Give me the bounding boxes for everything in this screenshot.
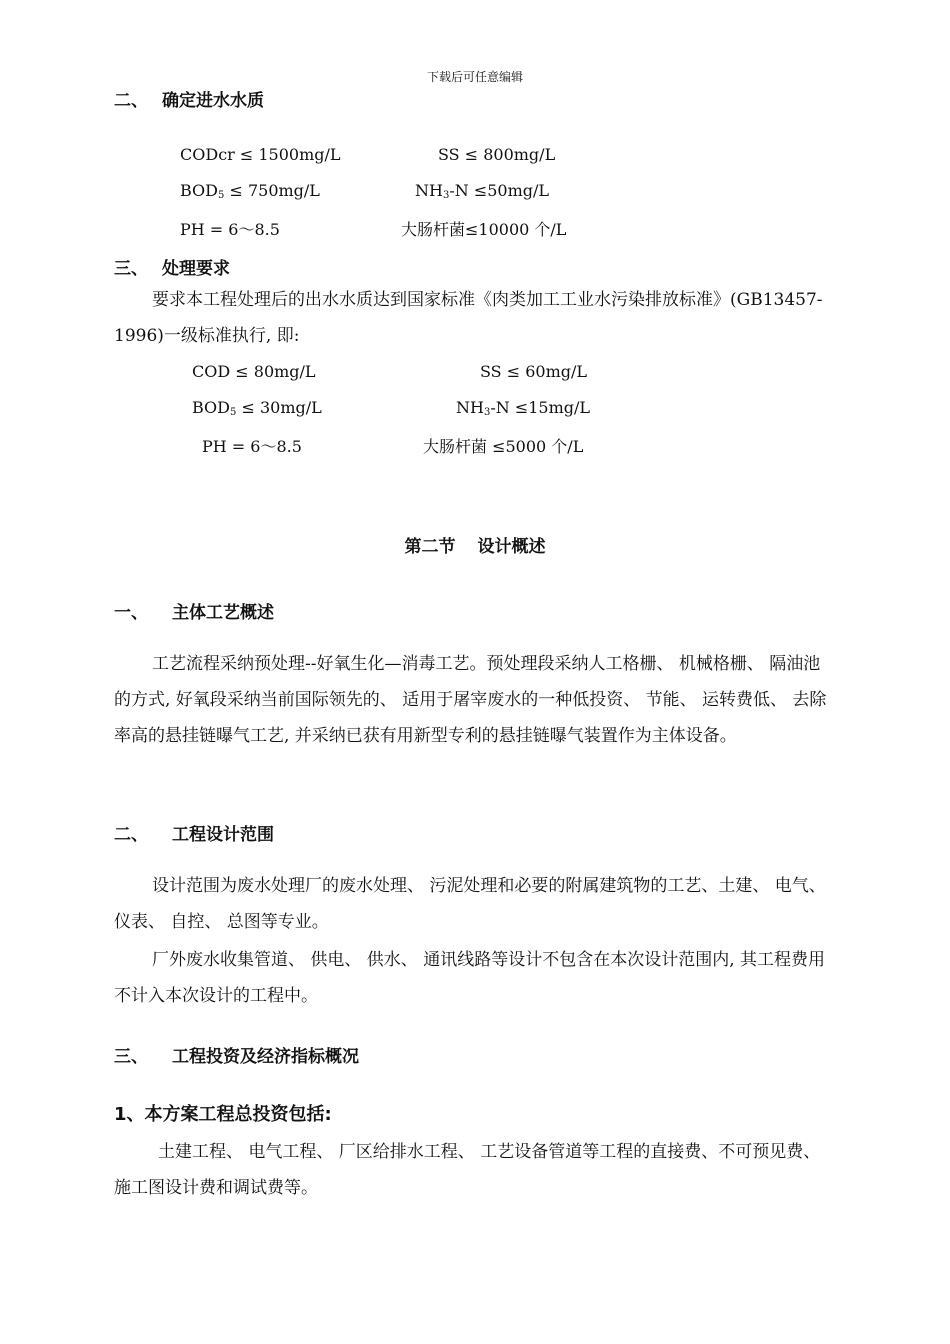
nh-label: NH bbox=[456, 398, 484, 417]
heading-treatment-requirements bbox=[114, 254, 230, 279]
scope-paragraph-1 bbox=[114, 868, 834, 940]
process-text: 工艺流程采纳预处理--好氧生化—消毒工艺。预处理段采纳人工格栅、 机械格栅、 隔油池的方式, 好氧段采纳当前国际领先的、 适用于屠宰废水的一种低投资、 节能、 运转费低、 去除率高的悬挂链曝气工艺, 并采纳已获有用新型专利的悬挂链曝气装置作为主体设备。 bbox=[114, 654, 827, 746]
heading-title: 工程投资及经济指标概况 bbox=[172, 1047, 359, 1067]
heading-inlet-quality bbox=[114, 86, 264, 111]
total-investment-text: 土建工程、 电气工程、 厂区给排水工程、 工艺设备管道等工程的直接费、不可预见费、 施工图设计费和调试费等。 bbox=[114, 1142, 821, 1198]
inlet-ph: PH = 6～8.5 bbox=[180, 220, 280, 239]
inlet-nh3n bbox=[415, 181, 549, 201]
scope-text-2: 厂外废水收集管道、 供电、 供水、 通讯线路等设计不包含在本次设计范围内, 其工程费用不计入本次设计的工程中。 bbox=[114, 950, 826, 1006]
heading-investment bbox=[114, 1042, 359, 1067]
scope-paragraph-2 bbox=[114, 942, 834, 1014]
process-paragraph bbox=[114, 646, 834, 754]
outlet-bod bbox=[192, 398, 322, 418]
outlet-cod: COD ≤ 80mg/L bbox=[192, 362, 316, 381]
watermark-text: 下载后可任意编辑 bbox=[426, 70, 523, 84]
bod-subscript: 5 bbox=[230, 407, 237, 418]
heading-title: 主体工艺概述 bbox=[172, 603, 274, 623]
heading-number: 三、 bbox=[114, 259, 148, 279]
bod-label: BOD bbox=[192, 398, 230, 417]
scope-text-1: 设计范围为废水处理厂的废水处理、 污泥处理和必要的附属建筑物的工艺、土建、 电气、 仪表、 自控、 总图等专业。 bbox=[114, 876, 826, 932]
heading-number: 二、 bbox=[114, 825, 148, 845]
nh-subscript: 3 bbox=[442, 190, 450, 201]
outlet-nh3n bbox=[456, 398, 590, 418]
requirements-paragraph bbox=[114, 282, 834, 354]
heading-main-process bbox=[114, 598, 274, 623]
heading-number: 三、 bbox=[114, 1047, 148, 1067]
heading-number: 一、 bbox=[114, 603, 148, 623]
heading-number: 二、 bbox=[114, 91, 148, 111]
subheading-total-investment bbox=[114, 1100, 332, 1126]
bod-label: BOD bbox=[180, 181, 218, 200]
nh-value: -N ≤15mg/L bbox=[490, 398, 591, 417]
outlet-coliform: 大肠杆菌 ≤5000 个/L bbox=[423, 437, 584, 456]
inlet-coliform: 大肠杆菌≤10000 个/L bbox=[401, 220, 567, 239]
nh-value: -N ≤50mg/L bbox=[449, 181, 550, 200]
inlet-ss: SS ≤ 800mg/L bbox=[438, 145, 556, 164]
total-investment-paragraph bbox=[114, 1134, 834, 1206]
outlet-ph: PH = 6～8.5 bbox=[202, 437, 302, 456]
requirements-text: 要求本工程处理后的出水水质达到国家标准《肉类加工工业水污染排放标准》(GB13457-1996)一级标准执行, 即: bbox=[114, 290, 823, 346]
heading-title: 确定进水水质 bbox=[162, 91, 264, 111]
bod-value: ≤ 750mg/L bbox=[224, 181, 320, 200]
inlet-cod: CODcr ≤ 1500mg/L bbox=[180, 145, 341, 164]
inlet-bod bbox=[180, 181, 320, 201]
nh-subscript: 3 bbox=[483, 407, 491, 418]
heading-title: 工程设计范围 bbox=[172, 825, 274, 845]
nh-label: NH bbox=[415, 181, 443, 200]
section-title bbox=[0, 532, 950, 557]
bod-subscript: 5 bbox=[218, 190, 225, 201]
bod-value: ≤ 30mg/L bbox=[236, 398, 322, 417]
outlet-ss: SS ≤ 60mg/L bbox=[480, 362, 588, 381]
section-number: 第二节 bbox=[404, 537, 456, 557]
subheading-number: 1、 bbox=[114, 1104, 145, 1125]
subheading-title: 本方案工程总投资包括: bbox=[144, 1104, 332, 1125]
heading-design-scope bbox=[114, 820, 274, 845]
section-name: 设计概述 bbox=[477, 537, 546, 557]
heading-title: 处理要求 bbox=[162, 259, 230, 279]
